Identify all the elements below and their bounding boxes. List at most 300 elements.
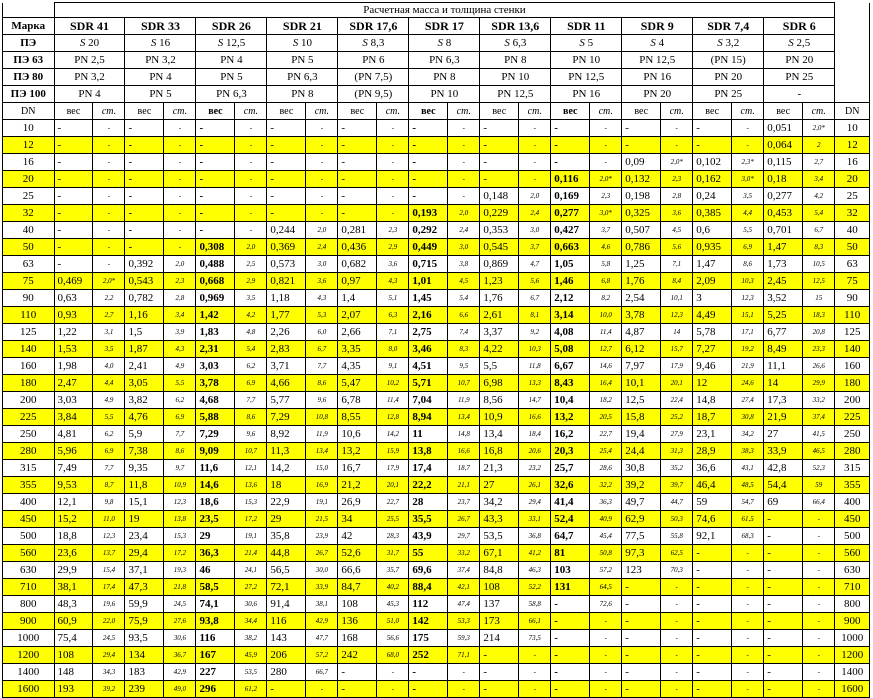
weight-value: -	[267, 171, 306, 188]
s-series-value: 10	[301, 36, 313, 49]
wall-value: 73,5	[519, 630, 551, 647]
table-row	[3, 630, 870, 647]
pe80-pn: PN 25	[764, 69, 835, 86]
s-series-value: 6,3	[512, 36, 527, 49]
weight-value: 1,4	[338, 290, 377, 307]
weight-value: 227	[196, 664, 235, 681]
wall-value: 25,2	[661, 409, 693, 426]
wall-value: -	[803, 562, 835, 579]
wall-value: 13,4	[306, 443, 338, 460]
weight-value: 3,14	[551, 307, 590, 324]
sdr-header: SDR 9	[622, 18, 693, 35]
wall-value: 4,0	[93, 358, 125, 375]
wall-value: 9,2	[519, 324, 551, 341]
weight-value: 0,051	[764, 120, 803, 137]
weight-value: -	[267, 681, 306, 698]
pe80-pn: PN 5	[196, 69, 267, 86]
dn-value: 25	[3, 188, 55, 205]
wall-value: 21,5	[306, 511, 338, 528]
dn-value: 10	[3, 120, 55, 137]
dn-value: 800	[3, 596, 55, 613]
weight-value: 56,5	[267, 562, 306, 579]
dn-value-right: 12	[835, 137, 870, 154]
s-series-cell	[551, 35, 622, 52]
weight-header: вес	[409, 103, 448, 120]
pe63-pn: PN 4	[196, 52, 267, 69]
wall-value: 2,3	[590, 188, 622, 205]
weight-value: 23,1	[693, 426, 732, 443]
weight-value: 1,87	[125, 341, 164, 358]
wall-value: 5,4	[448, 290, 480, 307]
wall-value: -	[377, 664, 409, 681]
wall-value: 10,3	[732, 273, 764, 290]
weight-value: -	[125, 205, 164, 222]
weight-value: 2,16	[409, 307, 448, 324]
dn-value-right: 1400	[835, 664, 870, 681]
weight-value: 54,4	[764, 477, 803, 494]
weight-value: 0,09	[622, 154, 661, 171]
table-row	[3, 681, 870, 698]
wall-value: 4,3	[164, 341, 196, 358]
wall-value: 4,3	[377, 273, 409, 290]
wall-value: 57,2	[306, 647, 338, 664]
wall-value: 12,3	[732, 290, 764, 307]
right-blank	[835, 35, 870, 52]
dn-value: 160	[3, 358, 55, 375]
weight-value: 12,5	[622, 392, 661, 409]
weight-value: -	[409, 664, 448, 681]
dn-value-right: 900	[835, 613, 870, 630]
wall-value: 15,3	[164, 528, 196, 545]
s-series-value: 20	[88, 36, 100, 49]
wall-value: -	[732, 596, 764, 613]
wall-value: 33,2	[803, 392, 835, 409]
weight-value: -	[125, 188, 164, 205]
wall-value: 42,1	[448, 579, 480, 596]
weight-value: 18	[267, 477, 306, 494]
wall-value: 39,7	[661, 477, 693, 494]
weight-value: 25,7	[551, 460, 590, 477]
right-blank	[835, 69, 870, 86]
sdr-header: SDR 26	[196, 18, 267, 35]
wall-value: -	[732, 681, 764, 698]
weight-value: 4,22	[480, 341, 519, 358]
wall-header: ст.	[448, 103, 480, 120]
wall-value: -	[306, 205, 338, 222]
weight-value: 0,369	[267, 239, 306, 256]
weight-value: 8,49	[764, 341, 803, 358]
wall-value: 34,4	[235, 613, 267, 630]
weight-value: -	[338, 154, 377, 171]
weight-value: 4,66	[267, 375, 306, 392]
pe100-pn: -	[764, 86, 835, 103]
wall-value: 59,3	[448, 630, 480, 647]
table-row	[3, 392, 870, 409]
wall-value: -	[448, 188, 480, 205]
weight-value: 13,2	[338, 443, 377, 460]
wall-value: 15,1	[732, 307, 764, 324]
wall-value: 43,1	[732, 460, 764, 477]
wall-value: 12,3	[93, 528, 125, 545]
wall-value: 8,4	[661, 273, 693, 290]
weight-value: 143	[267, 630, 306, 647]
weight-value: -	[764, 664, 803, 681]
weight-value: 74,6	[693, 511, 732, 528]
weight-value: 18,7	[693, 409, 732, 426]
wall-value: 19,1	[306, 494, 338, 511]
wall-value: 2,0	[235, 239, 267, 256]
pe63-label: ПЭ 63	[3, 52, 55, 69]
table-row	[3, 154, 870, 171]
wall-value: 23,7	[448, 494, 480, 511]
wall-value: -	[590, 681, 622, 698]
weight-value: 5,88	[196, 409, 235, 426]
dn-value: 1000	[3, 630, 55, 647]
weight-value: 9,53	[54, 477, 93, 494]
pe63-pn: PN 20	[764, 52, 835, 69]
wall-value: -	[803, 511, 835, 528]
wall-value: -	[164, 120, 196, 137]
weight-value: 18,6	[196, 494, 235, 511]
s-series-prefix: S	[579, 36, 585, 49]
dn-value-right: 355	[835, 477, 870, 494]
weight-value: -	[622, 647, 661, 664]
weight-value: 2,83	[267, 341, 306, 358]
wall-value: 49,0	[164, 681, 196, 698]
s-series-cell	[267, 35, 338, 52]
pe63-pn: PN 8	[480, 52, 551, 69]
wall-value: 61,5	[732, 511, 764, 528]
wall-value: -	[93, 120, 125, 137]
wall-value: 16,6	[519, 409, 551, 426]
right-blank	[835, 86, 870, 103]
wall-value: 4,2	[803, 188, 835, 205]
table-row	[3, 409, 870, 426]
wall-value: 9,7	[164, 460, 196, 477]
dn-value-right: 16	[835, 154, 870, 171]
weight-value: 37,1	[125, 562, 164, 579]
wall-value: 46,5	[803, 443, 835, 460]
weight-value: 0,281	[338, 222, 377, 239]
weight-value: 1,83	[196, 324, 235, 341]
wall-value: 9,6	[306, 392, 338, 409]
dn-value-right: 280	[835, 443, 870, 460]
weight-value: 206	[267, 647, 306, 664]
wall-value: 59	[803, 477, 835, 494]
weight-value: 0,821	[267, 273, 306, 290]
weight-value: 108	[54, 647, 93, 664]
wall-value: 36,8	[519, 528, 551, 545]
pe100-pn: PN 20	[622, 86, 693, 103]
weight-value: 0,93	[54, 307, 93, 324]
weight-value: 2,45	[764, 273, 803, 290]
pe80-pn: (PN 7,5)	[338, 69, 409, 86]
weight-value: 5,08	[551, 341, 590, 358]
wall-value: 15,9	[377, 443, 409, 460]
weight-value: 64,7	[551, 528, 590, 545]
weight-value: 60,9	[54, 613, 93, 630]
wall-value: -	[93, 239, 125, 256]
wall-value: 6,9	[732, 239, 764, 256]
weight-value: 3,35	[338, 341, 377, 358]
weight-value: 15,8	[622, 409, 661, 426]
dn-value: 1400	[3, 664, 55, 681]
wall-value: 24,1	[235, 562, 267, 579]
wall-value: 2,9	[377, 239, 409, 256]
wall-value: 4,9	[164, 358, 196, 375]
wall-value: 14,6	[590, 358, 622, 375]
pe80-pn: PN 4	[125, 69, 196, 86]
weight-value: 16,7	[338, 460, 377, 477]
weight-value: 1,53	[54, 341, 93, 358]
dn-value: 140	[3, 341, 55, 358]
wall-value: 11,0	[93, 511, 125, 528]
wall-value: 4,4	[93, 375, 125, 392]
wall-value: 23,3	[803, 341, 835, 358]
wall-value: 3,9	[164, 324, 196, 341]
weight-value: 12,1	[54, 494, 93, 511]
weight-value: -	[54, 154, 93, 171]
weight-value: 2,61	[480, 307, 519, 324]
dn-value-right: 75	[835, 273, 870, 290]
dn-value: 50	[3, 239, 55, 256]
table-row	[3, 239, 870, 256]
weight-value: 7,49	[54, 460, 93, 477]
weight-value: -	[338, 120, 377, 137]
weight-value: 35,5	[409, 511, 448, 528]
weight-value: 167	[196, 647, 235, 664]
weight-value: 29,4	[125, 545, 164, 562]
weight-value: 14,2	[267, 460, 306, 477]
weight-value: 1,5	[125, 324, 164, 341]
dn-value-right: 32	[835, 205, 870, 222]
weight-value: -	[409, 154, 448, 171]
pe100-pn: PN 25	[693, 86, 764, 103]
wall-value: 66,4	[803, 494, 835, 511]
s-series-cell	[480, 35, 551, 52]
weight-value: -	[409, 171, 448, 188]
wall-value: 12,1	[235, 460, 267, 477]
wall-value: 7,1	[377, 324, 409, 341]
pe63-pn: PN 5	[267, 52, 338, 69]
weight-value: 0,169	[551, 188, 590, 205]
weight-header: вес	[54, 103, 93, 120]
weight-value: -	[125, 171, 164, 188]
table-row	[3, 511, 870, 528]
wall-value: -	[164, 137, 196, 154]
weight-value: 8,55	[338, 409, 377, 426]
weight-value: -	[54, 205, 93, 222]
weight-value: -	[267, 205, 306, 222]
wall-value: 2,0	[519, 188, 551, 205]
weight-value: 91,4	[267, 596, 306, 613]
table-row	[3, 664, 870, 681]
weight-value: -	[196, 154, 235, 171]
pe80-pn: PN 10	[480, 69, 551, 86]
weight-value: -	[551, 137, 590, 154]
weight-value: 3,46	[409, 341, 448, 358]
weight-value: 0,427	[551, 222, 590, 239]
wall-value: 20,6	[519, 443, 551, 460]
weight-value: 5,71	[409, 375, 448, 392]
weight-value: 280	[267, 664, 306, 681]
weight-value: 66,6	[338, 562, 377, 579]
wall-value: -	[590, 647, 622, 664]
weight-value: 22,2	[409, 477, 448, 494]
wall-value: 3,0*	[590, 205, 622, 222]
wall-value: -	[164, 205, 196, 222]
wall-value: -	[93, 171, 125, 188]
pe100-pn: PN 8	[267, 86, 338, 103]
weight-value: 175	[409, 630, 448, 647]
wall-value: 2,8	[661, 188, 693, 205]
wall-header: ст.	[590, 103, 622, 120]
weight-value: -	[480, 137, 519, 154]
weight-value: 0,325	[622, 205, 661, 222]
wall-value: 2,0*	[661, 154, 693, 171]
wall-value: -	[661, 664, 693, 681]
dn-value-right: 315	[835, 460, 870, 477]
wall-value: -	[732, 137, 764, 154]
weight-value: 67,1	[480, 545, 519, 562]
pe100-pn: PN 10	[409, 86, 480, 103]
wall-value: 3,5	[93, 341, 125, 358]
dn-value: 500	[3, 528, 55, 545]
wall-value: -	[661, 579, 693, 596]
wall-header: ст.	[519, 103, 551, 120]
weight-value: 53,5	[480, 528, 519, 545]
weight-value: 29	[196, 528, 235, 545]
table-row	[3, 562, 870, 579]
pe80-pn: PN 6,3	[267, 69, 338, 86]
weight-value: 134	[125, 647, 164, 664]
weight-header: вес	[480, 103, 519, 120]
weight-value: 1,22	[54, 324, 93, 341]
dn-value: 90	[3, 290, 55, 307]
weight-value: -	[54, 120, 93, 137]
weight-value: -	[764, 630, 803, 647]
table-row	[3, 120, 870, 137]
wall-value: 18,2	[590, 392, 622, 409]
wall-value: 9,5	[448, 358, 480, 375]
s-series-prefix: S	[717, 36, 723, 49]
wall-value: 2,5	[235, 256, 267, 273]
table-row	[3, 613, 870, 630]
wall-value: 6,7	[306, 341, 338, 358]
wall-value: 32,2	[590, 477, 622, 494]
wall-value: 34,2	[732, 426, 764, 443]
wall-value: -	[93, 205, 125, 222]
wall-value: -	[590, 613, 622, 630]
weight-value: -	[551, 596, 590, 613]
wall-value: 29,7	[448, 528, 480, 545]
table-row	[3, 596, 870, 613]
weight-value: -	[196, 188, 235, 205]
weight-value: 34,2	[480, 494, 519, 511]
table-row	[3, 460, 870, 477]
weight-value: 1,47	[693, 256, 732, 273]
wall-value: -	[803, 528, 835, 545]
weight-value: 3,84	[54, 409, 93, 426]
wall-value: -	[93, 154, 125, 171]
s-series-value: 8,3	[370, 36, 385, 49]
wall-value: 2,0	[164, 256, 196, 273]
pe100-pn: PN 16	[551, 86, 622, 103]
wall-value: 4,8	[235, 324, 267, 341]
weight-value: 59	[693, 494, 732, 511]
wall-value: 19,1	[235, 528, 267, 545]
wall-value: 20,1	[377, 477, 409, 494]
weight-value: 7,27	[693, 341, 732, 358]
dn-value: 630	[3, 562, 55, 579]
dn-value-right: 500	[835, 528, 870, 545]
pe63-pn: PN 2,5	[54, 52, 125, 69]
wall-value: 5,3	[306, 307, 338, 324]
wall-value: 3,5	[235, 290, 267, 307]
wall-value: -	[377, 154, 409, 171]
weight-value: 1,73	[764, 256, 803, 273]
weight-value: 0,308	[196, 239, 235, 256]
weight-value: 27	[764, 426, 803, 443]
weight-value: 0,453	[764, 205, 803, 222]
weight-value: -	[764, 562, 803, 579]
weight-value: 0,786	[622, 239, 661, 256]
table-row	[3, 137, 870, 154]
wall-value: 19,2	[732, 341, 764, 358]
weight-value: 1,23	[480, 273, 519, 290]
weight-value: 3,03	[196, 358, 235, 375]
weight-value: 11,3	[267, 443, 306, 460]
weight-value: 0,935	[693, 239, 732, 256]
s-series-cell	[622, 35, 693, 52]
wall-value: -	[590, 120, 622, 137]
weight-value: 3,78	[622, 307, 661, 324]
dn-value-right: 125	[835, 324, 870, 341]
weight-value: 7,97	[622, 358, 661, 375]
wall-value: 33,1	[519, 511, 551, 528]
weight-value: -	[693, 630, 732, 647]
wall-value: 25,5	[377, 511, 409, 528]
weight-value: 148	[54, 664, 93, 681]
wall-value: -	[732, 647, 764, 664]
s-series-prefix: S	[504, 36, 510, 49]
weight-value: 0,545	[480, 239, 519, 256]
weight-value: 4,49	[693, 307, 732, 324]
s-series-prefix: S	[650, 36, 656, 49]
wall-value: 24,5	[93, 630, 125, 647]
weight-value: 7,04	[409, 392, 448, 409]
wall-value: 8,6	[235, 409, 267, 426]
weight-value: 21,2	[338, 477, 377, 494]
wall-value: 62,5	[661, 545, 693, 562]
wall-value: 64,5	[590, 579, 622, 596]
wall-value: 48,5	[732, 477, 764, 494]
wall-value: 3,6	[661, 205, 693, 222]
weight-value: 0,682	[338, 256, 377, 273]
wall-value: -	[590, 137, 622, 154]
wall-value: -	[590, 154, 622, 171]
dn-value-right: 200	[835, 392, 870, 409]
s-series-prefix: S	[362, 36, 368, 49]
weight-value: -	[409, 137, 448, 154]
weight-value: -	[125, 120, 164, 137]
wall-value: 8,1	[519, 307, 551, 324]
weight-value: 0,449	[409, 239, 448, 256]
weight-value: 0,782	[125, 290, 164, 307]
wall-value: 9,8	[93, 494, 125, 511]
table-row	[3, 528, 870, 545]
wall-value: 51,0	[377, 613, 409, 630]
